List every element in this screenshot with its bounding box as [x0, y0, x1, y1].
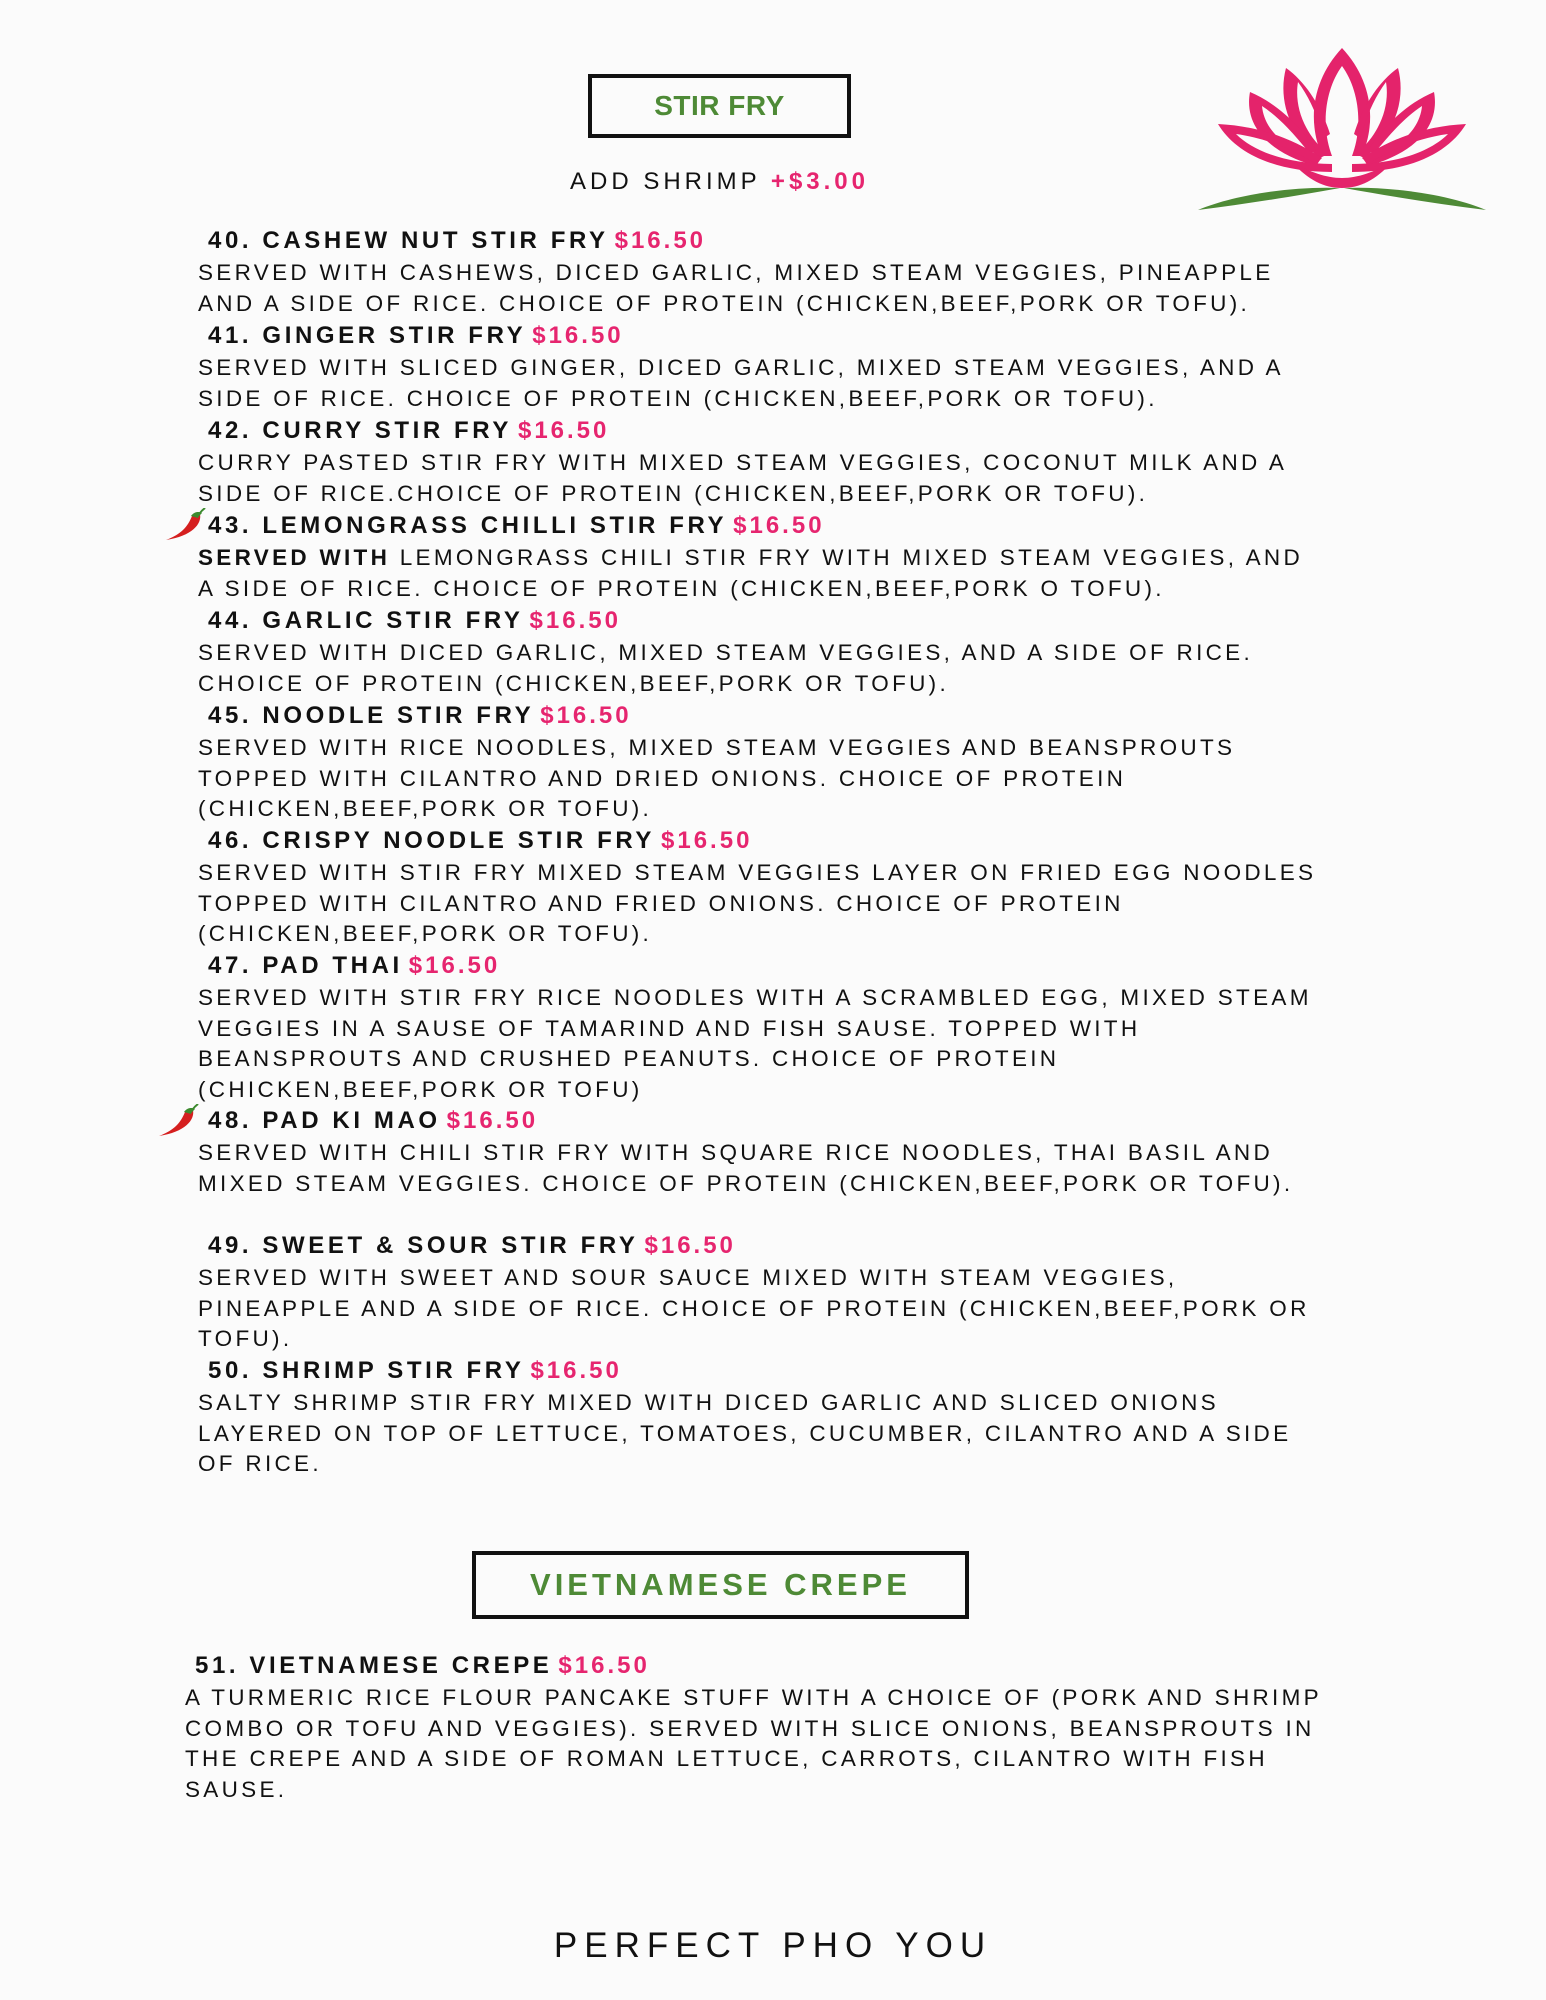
item-description: SALTY SHRIMP STIR FRY MIXED WITH DICED GARLIC AND SLICED ONIONS LAYERED ON TOP OF LETTUCE, TOMATOES, CUCUMBER, CILANTRO AND A SIDE OF RICE. [198, 1390, 1292, 1476]
item-title: 51. VIETNAMESE CREPE [195, 1652, 553, 1679]
menu-item [198, 1356, 1318, 1480]
menu-item [198, 321, 1318, 414]
add-on-price: +$3.00 [770, 168, 869, 195]
item-description: SERVED WITH SLICED GINGER, DICED GARLIC, MIXED STEAM VEGGIES, AND A SIDE OF RICE. CHOICE OF PROTEIN (CHICKEN,BEEF,PORK OR TOFU). [198, 355, 1283, 411]
section-heading-stir-fry [588, 74, 851, 138]
item-description: SERVED WITH STIR FRY RICE NOODLES WITH A SCRAMBLED EGG, MIXED STEAM VEGGIES IN A SAUSE OF TAMARIND AND FISH SAUSE. TOPPED WITH BEANSPROUTS AND CRUSHED PEANUTS. CHOICE OF PROTEIN (CHICKEN,BEEF,PORK OR TOFU) [198, 985, 1312, 1102]
add-on-label: ADD SHRIMP [570, 168, 761, 195]
item-title: 40. CASHEW NUT STIR FRY [208, 227, 609, 254]
item-price: $16.50 [517, 417, 610, 444]
item-title: 43. LEMONGRASS CHILLI STIR FRY [208, 512, 728, 539]
item-price: $16.50 [446, 1107, 539, 1134]
item-price: $16.50 [661, 827, 753, 854]
item-description: SERVED WITH CHILI STIR FRY WITH SQUARE RICE NOODLES, THAI BASIL AND MIXED STEAM VEGGIES. CHOICE OF PROTEIN (CHICKEN,BEEF,PORK OR TOFU). [198, 1140, 1294, 1196]
menu-item [198, 511, 1318, 604]
item-price: $16.50 [408, 952, 501, 979]
item-title: 50. SHRIMP STIR FRY [208, 1357, 525, 1384]
item-price: $16.50 [532, 322, 624, 349]
item-price: $16.50 [733, 512, 825, 539]
item-description: A TURMERIC RICE FLOUR PANCAKE STUFF WITH A CHOICE OF (PORK AND SHRIMP COMBO OR TOFU AND VEGGIES). SERVED WITH SLICE ONIONS, BEANSPROUTS IN THE CREPE AND A SIDE OF ROMAN LETTUCE, CARROTS, CILANTRO WITH FISH SAUSE. [185, 1685, 1322, 1802]
item-description: SERVED WITH SWEET AND SOUR SAUCE MIXED WITH STEAM VEGGIES, PINEAPPLE AND A SIDE OF RICE. CHOICE OF PROTEIN (CHICKEN,BEEF,PORK OR TOFU). [198, 1265, 1310, 1351]
section-heading-vietnamese-crepe [472, 1551, 969, 1619]
menu-item [198, 226, 1318, 319]
item-price: $16.50 [558, 1652, 650, 1679]
item-title: 49. SWEET & SOUR STIR FRY [208, 1232, 639, 1259]
item-price: $16.50 [644, 1232, 736, 1259]
item-description: SERVED WITH DICED GARLIC, MIXED STEAM VEGGIES, AND A SIDE OF RICE. CHOICE OF PROTEIN (CHICKEN,BEEF,PORK OR TOFU). [198, 640, 1254, 696]
item-price: $16.50 [529, 607, 621, 634]
menu-item [185, 1651, 1365, 1805]
section-heading-label: STIR FRY [654, 90, 785, 121]
menu-item [198, 826, 1318, 950]
menu-item [198, 701, 1318, 825]
item-title: 48. PAD KI MAO [208, 1107, 441, 1134]
item-description-prefix: SERVED WITH [198, 545, 391, 570]
chili-pepper-icon [162, 508, 206, 544]
item-description: SERVED WITH RICE NOODLES, MIXED STEAM VEGGIES AND BEANSPROUTS TOPPED WITH CILANTRO AND DRIED ONIONS. CHOICE OF PROTEIN (CHICKEN,BEEF,PORK OR TOFU). [198, 735, 1236, 821]
item-title: 44. GARLIC STIR FRY [208, 607, 524, 634]
item-title: 47. PAD THAI [208, 952, 403, 979]
item-title: 41. GINGER STIR FRY [208, 322, 527, 349]
item-title: 45. NOODLE STIR FRY [208, 702, 535, 729]
menu-item [198, 1231, 1318, 1355]
menu-item [198, 416, 1318, 509]
lotus-icon [1196, 38, 1488, 218]
item-description: SERVED WITH LEMONGRASS CHILI STIR FRY WITH MIXED STEAM VEGGIES, AND A SIDE OF RICE. CHOICE OF PROTEIN (CHICKEN,BEEF,PORK O TOFU). [198, 545, 1303, 601]
menu-item [198, 951, 1318, 1105]
item-description: CURRY PASTED STIR FRY WITH MIXED STEAM VEGGIES, COCONUT MILK AND A SIDE OF RICE.CHOICE OF PROTEIN (CHICKEN,BEEF,PORK OR TOFU). [198, 450, 1286, 506]
footer-tagline: PERFECT PHO YOU [553, 1926, 993, 1965]
section-heading-label: VIETNAMESE CREPE [530, 1567, 911, 1602]
menu-item [198, 1106, 1318, 1199]
item-price: $16.50 [530, 1357, 622, 1384]
chili-pepper-icon [155, 1104, 199, 1140]
item-price: $16.50 [614, 227, 707, 254]
menu-item [198, 606, 1318, 699]
item-description: SERVED WITH CASHEWS, DICED GARLIC, MIXED STEAM VEGGIES, PINEAPPLE AND A SIDE OF RICE. CHOICE OF PROTEIN (CHICKEN,BEEF,PORK OR TOFU). [198, 260, 1274, 316]
item-price: $16.50 [540, 702, 632, 729]
item-title: 42. CURRY STIR FRY [208, 417, 512, 444]
item-title: 46. CRISPY NOODLE STIR FRY [208, 827, 656, 854]
item-description: SERVED WITH STIR FRY MIXED STEAM VEGGIES LAYER ON FRIED EGG NOODLES TOPPED WITH CILANTRO AND FRIED ONIONS. CHOICE OF PROTEIN (CHICKEN,BEEF,PORK OR TOFU). [198, 860, 1317, 946]
